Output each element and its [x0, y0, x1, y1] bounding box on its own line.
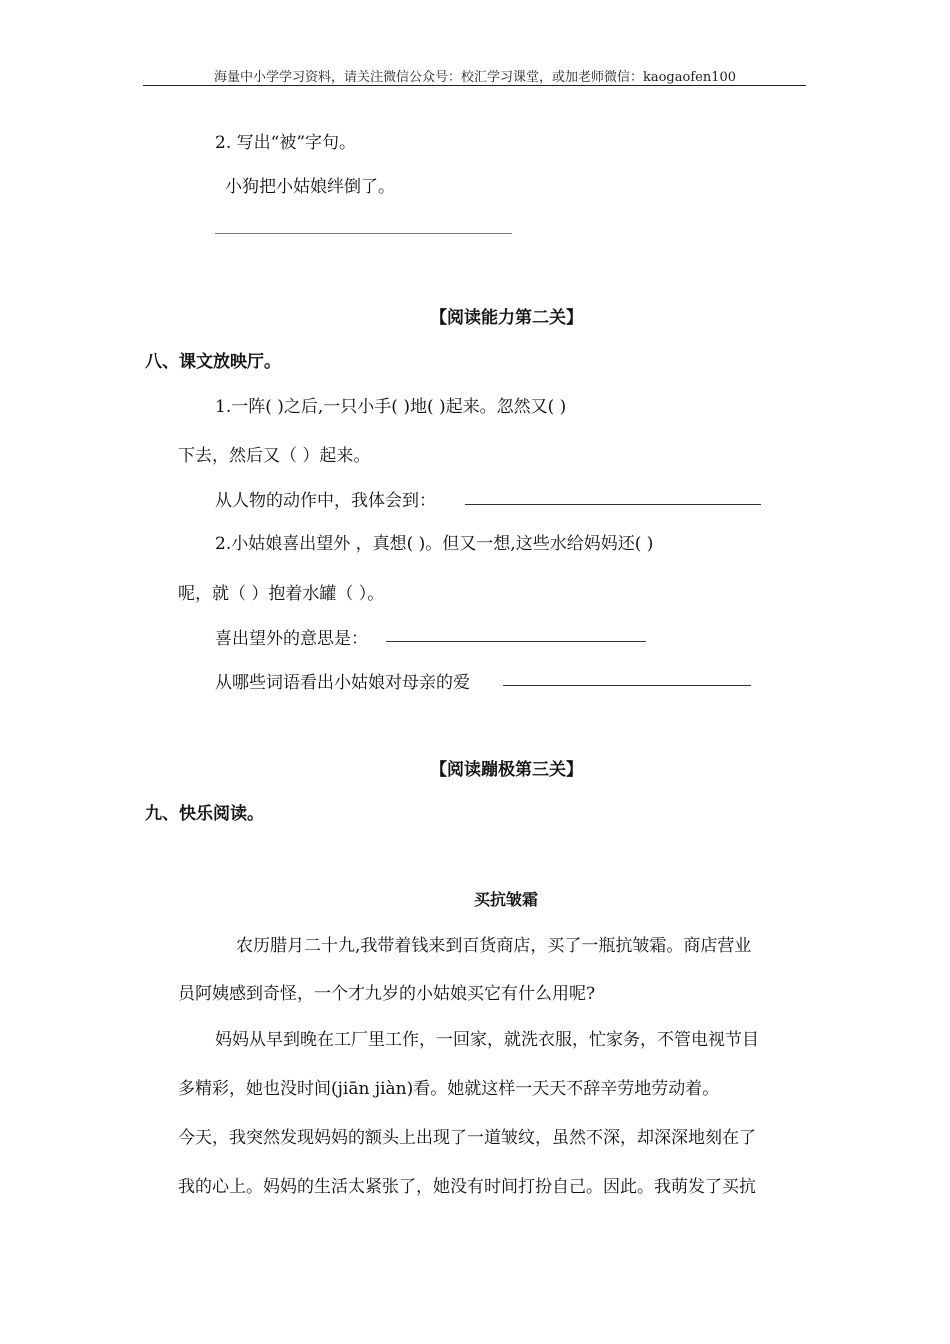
answer-line-q8-1[interactable]: [465, 504, 761, 505]
q8-item2-line1: 2.小姑娘喜出望外 ，真想( )。但又一想,这些水给妈妈还( ): [215, 534, 654, 554]
article-line: 我的心上。妈妈的生活太紧张了，她没有时间打扮自己。因此。我萌发了买抗: [178, 1177, 756, 1197]
answer-line-q7[interactable]: [215, 233, 512, 234]
q8-item1-line1: 1.一阵( )之后,一只小手( )地( )起来。忽然又( ): [215, 397, 567, 417]
section3-heading: 九、快乐阅读。: [145, 804, 264, 824]
article-line: 妈妈从早到晚在工厂里工作，一回家，就洗衣服，忙家务，不管电视节目: [215, 1030, 759, 1050]
q8-item2-prompt1: 喜出望外的意思是：: [215, 629, 368, 649]
article-line: 多精彩，她也没时间(jiān jiàn)看。她就这样一天天不辞辛劳地劳动着。: [178, 1079, 720, 1099]
q7-item2-sentence: 小狗把小姑娘绊倒了。: [225, 177, 395, 197]
q8-item1-prompt: 从人物的动作中，我体会到：: [215, 491, 436, 511]
q8-item2-prompt2: 从哪些词语看出小姑娘对母亲的爱: [215, 673, 470, 693]
section3-title: 【阅读蹦极第三关】: [430, 760, 583, 780]
header-divider: [143, 85, 806, 86]
q8-item2-line2: 呢，就（ ）抱着水罐（ ）。: [178, 584, 385, 604]
answer-line-q8-2b[interactable]: [503, 685, 751, 686]
article-title: 买抗皱霜: [474, 890, 539, 909]
section2-heading: 八、课文放映厅。: [145, 352, 281, 372]
answer-line-q8-2a[interactable]: [386, 641, 646, 642]
q8-item1-line2: 下去，然后又（ ）起来。: [178, 446, 371, 466]
article-line: 员阿姨感到奇怪，一个才九岁的小姑娘买它有什么用呢?: [178, 984, 596, 1004]
q7-item2-label: 2. 写出“被”字句。: [215, 133, 357, 153]
article-line: 农历腊月二十九,我带着钱来到百货商店，买了一瓶抗皱霜。商店营业: [236, 936, 752, 956]
page-header: 海量中小学学习资料，请关注微信公众号：校汇学习课堂，或加老师微信：kaogaofen100: [213, 70, 737, 85]
article-line: 今天，我突然发现妈妈的额头上出现了一道皱纹，虽然不深，却深深地刻在了: [178, 1128, 756, 1148]
section2-title: 【阅读能力第二关】: [430, 308, 583, 328]
